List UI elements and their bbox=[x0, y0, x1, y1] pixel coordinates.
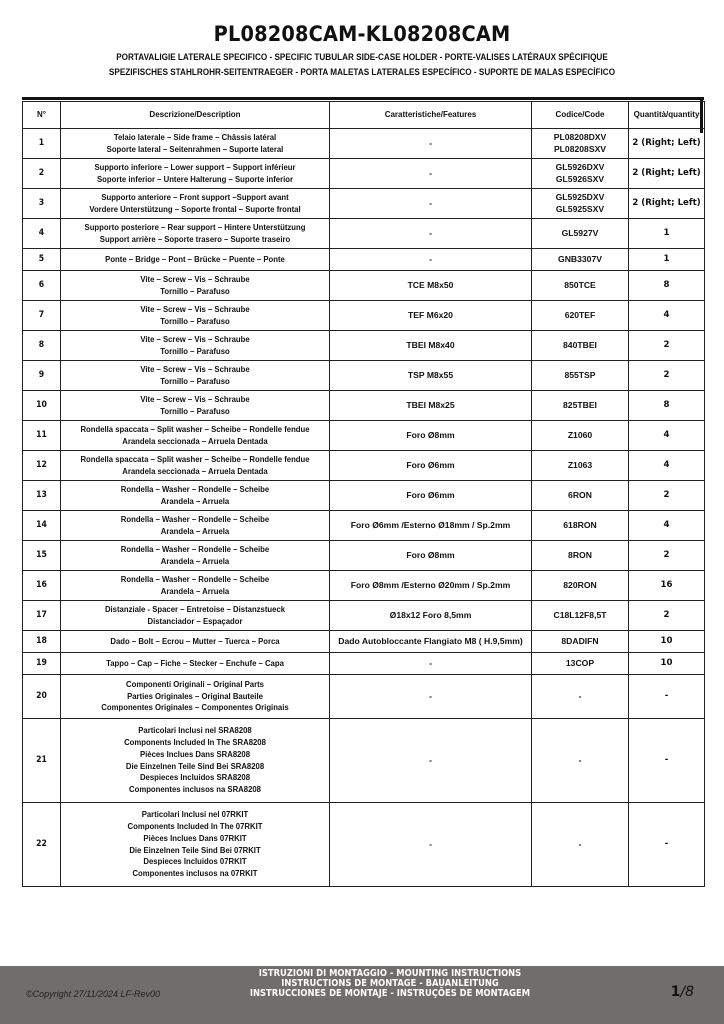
page-current: 1 bbox=[670, 984, 681, 1000]
description-line: Vite – Screw – Vis – Schraube bbox=[140, 393, 250, 404]
item-quantity: - bbox=[629, 803, 705, 887]
item-code bbox=[532, 719, 629, 803]
item-description bbox=[61, 249, 330, 271]
table-row bbox=[23, 189, 705, 219]
item-number: 5 bbox=[23, 249, 61, 271]
document-title: PL08208CAM-KL08208CAM bbox=[213, 22, 511, 46]
item-description bbox=[61, 803, 330, 887]
code-line: GL5925DXV bbox=[555, 191, 605, 202]
description-line: Arandela seccionada – Arruela Dentada bbox=[122, 465, 268, 476]
item-features: TEF M6x20 bbox=[330, 301, 532, 331]
item-features: Dado Autobloccante Flangiato M8 ( H.9,5mm) bbox=[330, 631, 532, 653]
table-row bbox=[23, 451, 705, 481]
table-row bbox=[23, 803, 705, 887]
code-line: GL5926DXV bbox=[555, 161, 605, 172]
description-line: Die Einzelnen Teile Sind Bei 07RKIT bbox=[129, 844, 261, 855]
item-number: 2 bbox=[23, 159, 61, 189]
description-line: Arandela seccionada – Arruela Dentada bbox=[122, 435, 268, 446]
item-quantity: 8 bbox=[629, 391, 705, 421]
page-total: /8 bbox=[680, 984, 694, 1000]
table-row bbox=[23, 271, 705, 301]
header-number: N° bbox=[23, 102, 61, 129]
item-number: 22 bbox=[23, 803, 61, 887]
item-number: 6 bbox=[23, 271, 61, 301]
description-line: Rondella spaccata – Split washer – Scheibe – Rondelle fendue bbox=[80, 423, 310, 434]
description-line: Rondella spaccata – Split washer – Scheibe – Rondelle fendue bbox=[80, 453, 310, 464]
item-code bbox=[532, 301, 629, 331]
item-description bbox=[61, 541, 330, 571]
item-description bbox=[61, 451, 330, 481]
description-line: Particolari Inclusi nel 07RKIT bbox=[141, 809, 249, 820]
description-line: Rondella – Washer – Rondelle – Scheibe bbox=[120, 543, 270, 554]
description-line: Componentes inclusos na SRA8208 bbox=[129, 784, 261, 795]
item-quantity: 8 bbox=[629, 271, 705, 301]
item-code bbox=[532, 331, 629, 361]
table-row bbox=[23, 159, 705, 189]
item-number: 20 bbox=[23, 675, 61, 719]
table-header-row bbox=[23, 102, 705, 129]
description-line: Vordere Unterstützung – Soporte frontal – Suporte frontal bbox=[89, 203, 301, 214]
item-features: - bbox=[330, 249, 532, 271]
item-description bbox=[61, 271, 330, 301]
table-row bbox=[23, 719, 705, 803]
description-line: Supporto posteriore – Rear support – Hintere Unterstützung bbox=[84, 221, 306, 232]
table-row bbox=[23, 129, 705, 159]
description-line: Tornillo – Parafuso bbox=[160, 285, 230, 296]
item-quantity: 10 bbox=[629, 631, 705, 653]
item-code bbox=[532, 541, 629, 571]
description-line: Rondella – Washer – Rondelle – Scheibe bbox=[120, 573, 270, 584]
item-number: 4 bbox=[23, 219, 61, 249]
item-description bbox=[61, 391, 330, 421]
description-line: Rondella – Washer – Rondelle – Scheibe bbox=[120, 483, 270, 494]
header-features: Caratteristiche/Features bbox=[330, 102, 532, 129]
item-number: 12 bbox=[23, 451, 61, 481]
item-number: 10 bbox=[23, 391, 61, 421]
item-description bbox=[61, 653, 330, 675]
description-line: Componentes Originales – Componentes Originais bbox=[101, 702, 289, 713]
item-code bbox=[532, 601, 629, 631]
table-row bbox=[23, 631, 705, 653]
table-row bbox=[23, 219, 705, 249]
parts-table bbox=[22, 101, 705, 887]
code-line: - bbox=[578, 754, 582, 765]
item-description bbox=[61, 631, 330, 653]
item-description bbox=[61, 421, 330, 451]
page-number bbox=[671, 984, 694, 1000]
code-line: 13COP bbox=[565, 657, 595, 668]
item-features: TSP M8x55 bbox=[330, 361, 532, 391]
table-row bbox=[23, 675, 705, 719]
table-row bbox=[23, 511, 705, 541]
item-code bbox=[532, 631, 629, 653]
item-number: 3 bbox=[23, 189, 61, 219]
item-features: Foro Ø8mm /Esterno Ø20mm / Sp.2mm bbox=[330, 571, 532, 601]
item-code bbox=[532, 361, 629, 391]
code-line: GL5927V bbox=[561, 227, 599, 238]
description-line: Vite – Screw – Vis – Schraube bbox=[140, 363, 250, 374]
code-line: GNB3307V bbox=[558, 253, 602, 264]
code-line: 825TBEI bbox=[563, 399, 597, 410]
header-code: Codice/Code bbox=[532, 102, 629, 129]
code-line: - bbox=[578, 838, 582, 849]
code-line: 855TSP bbox=[564, 369, 596, 380]
table-row bbox=[23, 331, 705, 361]
description-line: Arandela – Arruela bbox=[160, 495, 230, 506]
item-features: - bbox=[330, 219, 532, 249]
description-line: Rondella – Washer – Rondelle – Scheibe bbox=[120, 513, 270, 524]
item-quantity: 1 bbox=[629, 219, 705, 249]
footer-titles bbox=[179, 969, 601, 999]
item-features: Foro Ø6mm bbox=[330, 451, 532, 481]
item-description bbox=[61, 159, 330, 189]
item-features: - bbox=[330, 653, 532, 675]
item-quantity: 2 (Right; Left) bbox=[629, 189, 705, 219]
item-code bbox=[532, 189, 629, 219]
description-line: Componenti Originali – Original Parts bbox=[126, 678, 264, 689]
code-line: 6RON bbox=[568, 489, 592, 500]
description-line: Tornillo – Parafuso bbox=[160, 345, 230, 356]
item-features: Foro Ø6mm /Esterno Ø18mm / Sp.2mm bbox=[330, 511, 532, 541]
code-line: - bbox=[578, 690, 582, 701]
description-line: Arandela – Arruela bbox=[160, 555, 230, 566]
item-code bbox=[532, 271, 629, 301]
code-line: PL08208DXV bbox=[553, 131, 607, 142]
code-line: 850TCE bbox=[564, 279, 596, 290]
item-number: 7 bbox=[23, 301, 61, 331]
item-features: Ø18x12 Foro 8,5mm bbox=[330, 601, 532, 631]
item-description bbox=[61, 675, 330, 719]
item-description bbox=[61, 601, 330, 631]
item-features: - bbox=[330, 159, 532, 189]
item-quantity: 2 bbox=[629, 331, 705, 361]
item-description bbox=[61, 301, 330, 331]
code-line: Z1060 bbox=[567, 429, 593, 440]
table-row bbox=[23, 421, 705, 451]
code-line: GL5925SXV bbox=[555, 203, 605, 214]
table-row bbox=[23, 571, 705, 601]
item-quantity: - bbox=[629, 675, 705, 719]
item-quantity: 2 (Right; Left) bbox=[629, 129, 705, 159]
item-quantity: 1 bbox=[629, 249, 705, 271]
description-line: Vite – Screw – Vis – Schraube bbox=[140, 333, 250, 344]
table-row bbox=[23, 391, 705, 421]
item-quantity: 2 bbox=[629, 361, 705, 391]
item-quantity: - bbox=[629, 719, 705, 803]
description-line: Pièces Inclues Dans SRA8208 bbox=[139, 748, 251, 759]
header-description: Descrizione/Description bbox=[61, 102, 330, 129]
item-description bbox=[61, 189, 330, 219]
subtitle-line-2: SPEZIFISCHES STAHLROHR-SEITENTRAEGER - PORTA MALETAS LATERALES ESPECÍFICO - SUPORTE DE MALAS ESPECÍFICO bbox=[108, 67, 616, 78]
table-row bbox=[23, 249, 705, 271]
item-description bbox=[61, 571, 330, 601]
item-number: 21 bbox=[23, 719, 61, 803]
description-line: Despieces Incluidos 07RKIT bbox=[143, 856, 247, 867]
item-quantity: 4 bbox=[629, 421, 705, 451]
item-features: - bbox=[330, 129, 532, 159]
description-line: Tornillo – Parafuso bbox=[160, 315, 230, 326]
description-line: Arandela – Arruela bbox=[160, 525, 230, 536]
description-line: Telaio laterale – Side frame – Châssis latéral bbox=[113, 131, 277, 142]
description-line: Components Included In The SRA8208 bbox=[124, 736, 266, 747]
code-line: 618RON bbox=[563, 519, 597, 530]
item-code bbox=[532, 803, 629, 887]
item-features: - bbox=[330, 189, 532, 219]
item-description bbox=[61, 361, 330, 391]
code-line: Z1063 bbox=[567, 459, 593, 470]
item-code bbox=[532, 421, 629, 451]
code-line: 620TEF bbox=[564, 309, 596, 320]
table-row bbox=[23, 361, 705, 391]
item-quantity: 16 bbox=[629, 571, 705, 601]
item-number: 14 bbox=[23, 511, 61, 541]
item-quantity: 2 bbox=[629, 601, 705, 631]
item-number: 18 bbox=[23, 631, 61, 653]
description-line: Dado – Bolt – Ecrou – Mutter – Tuerca – Porca bbox=[110, 635, 280, 646]
table-top-rule bbox=[22, 97, 704, 100]
footer-line-3: INSTRUCCIONES DE MONTAJE - INSTRUÇÕES DE MONTAGEM bbox=[249, 988, 531, 999]
code-line: GL5926SXV bbox=[555, 173, 605, 184]
subtitle-line-1: PORTAVALIGIE LATERALE SPECIFICO - SPECIFIC TUBULAR SIDE-CASE HOLDER - PORTE-VALISES LATÉRAUX SPÉCIFIQUE bbox=[116, 52, 608, 63]
table-body bbox=[23, 129, 705, 887]
item-code bbox=[532, 159, 629, 189]
description-line: Supporto inferiore – Lower support – Support inférieur bbox=[94, 161, 296, 172]
description-line: Parties Originales – Original Bauteile bbox=[127, 690, 263, 701]
item-number: 17 bbox=[23, 601, 61, 631]
table-row bbox=[23, 301, 705, 331]
item-code bbox=[532, 249, 629, 271]
description-line: Despieces Incluidos SRA8208 bbox=[139, 772, 251, 783]
code-line: 8DADIFN bbox=[561, 635, 599, 646]
description-line: Distanciador – Espaçador bbox=[147, 615, 243, 626]
item-quantity: 10 bbox=[629, 653, 705, 675]
description-line: Vite – Screw – Vis – Schraube bbox=[140, 273, 250, 284]
code-line: 820RON bbox=[563, 579, 597, 590]
header-quantity: Quantità/quantity bbox=[629, 102, 705, 129]
code-line: PL08208SXV bbox=[553, 143, 607, 154]
item-description bbox=[61, 719, 330, 803]
item-description bbox=[61, 129, 330, 159]
description-line: Tornillo – Parafuso bbox=[160, 405, 230, 416]
item-code bbox=[532, 391, 629, 421]
table-row bbox=[23, 541, 705, 571]
item-code bbox=[532, 451, 629, 481]
description-line: Tappo – Cap – Fiche – Stecker – Enchufe – Capa bbox=[106, 657, 284, 668]
copyright-text: ©Copyright 27/11/2024 LF-Rev00 bbox=[26, 989, 161, 999]
description-line: Distanziale - Spacer – Entretoise – Distanzstueck bbox=[104, 603, 286, 614]
item-code bbox=[532, 511, 629, 541]
description-line: Particolari Inclusi nel SRA8208 bbox=[138, 725, 252, 736]
item-quantity: 2 (Right; Left) bbox=[629, 159, 705, 189]
item-number: 16 bbox=[23, 571, 61, 601]
item-features: TCE M8x50 bbox=[330, 271, 532, 301]
description-line: Support arrière – Soporte trasero – Suporte traseiro bbox=[99, 233, 291, 244]
item-features: Foro Ø6mm bbox=[330, 481, 532, 511]
item-features: TBEI M8x25 bbox=[330, 391, 532, 421]
item-features: Foro Ø8mm bbox=[330, 421, 532, 451]
description-line: Die Einzelnen Teile Sind Bei SRA8208 bbox=[125, 760, 265, 771]
item-code bbox=[532, 219, 629, 249]
table-row bbox=[23, 601, 705, 631]
item-features: - bbox=[330, 719, 532, 803]
item-code bbox=[532, 571, 629, 601]
description-line: Componentes inclusos na 07RKIT bbox=[132, 868, 258, 879]
code-line: 840TBEI bbox=[563, 339, 597, 350]
item-number: 1 bbox=[23, 129, 61, 159]
description-line: Tornillo – Parafuso bbox=[160, 375, 230, 386]
item-number: 9 bbox=[23, 361, 61, 391]
item-code bbox=[532, 653, 629, 675]
item-code bbox=[532, 481, 629, 511]
item-number: 11 bbox=[23, 421, 61, 451]
description-line: Soporte inferior – Untere Halterung – Suporte inferior bbox=[97, 173, 293, 184]
description-line: Vite – Screw – Vis – Schraube bbox=[140, 303, 250, 314]
code-line: C18L12F8,5T bbox=[553, 609, 607, 620]
code-line: 8RON bbox=[568, 549, 592, 560]
item-description bbox=[61, 219, 330, 249]
footer-line-2: INSTRUCTIONS DE MONTAGE - BAUANLEITUNG bbox=[281, 978, 499, 989]
description-line: Components Included In The 07RKIT bbox=[127, 820, 263, 831]
item-quantity: 2 bbox=[629, 541, 705, 571]
item-number: 15 bbox=[23, 541, 61, 571]
description-line: Ponte – Bridge – Pont – Brücke – Puente – Ponte bbox=[105, 253, 285, 264]
item-number: 8 bbox=[23, 331, 61, 361]
item-number: 13 bbox=[23, 481, 61, 511]
item-code bbox=[532, 129, 629, 159]
item-number: 19 bbox=[23, 653, 61, 675]
description-line: Arandela – Arruela bbox=[160, 585, 230, 596]
table-row bbox=[23, 481, 705, 511]
item-description bbox=[61, 331, 330, 361]
item-code bbox=[532, 675, 629, 719]
item-description bbox=[61, 481, 330, 511]
table-row bbox=[23, 653, 705, 675]
description-line: Pièces Inclues Dans 07RKIT bbox=[143, 832, 247, 843]
item-quantity: 4 bbox=[629, 511, 705, 541]
item-features: TBEI M8x40 bbox=[330, 331, 532, 361]
item-description bbox=[61, 511, 330, 541]
item-quantity: 2 bbox=[629, 481, 705, 511]
footer-line-1: ISTRUZIONI DI MONTAGGIO - MOUNTING INSTRUCTIONS bbox=[258, 968, 522, 979]
item-features: Foro Ø8mm bbox=[330, 541, 532, 571]
item-features: - bbox=[330, 675, 532, 719]
description-line: Supporto anteriore – Front support –Support avant bbox=[101, 191, 289, 202]
item-features: - bbox=[330, 803, 532, 887]
item-quantity: 4 bbox=[629, 301, 705, 331]
description-line: Soporte lateral – Seitenrahmen – Suporte lateral bbox=[106, 143, 284, 154]
item-quantity: 4 bbox=[629, 451, 705, 481]
